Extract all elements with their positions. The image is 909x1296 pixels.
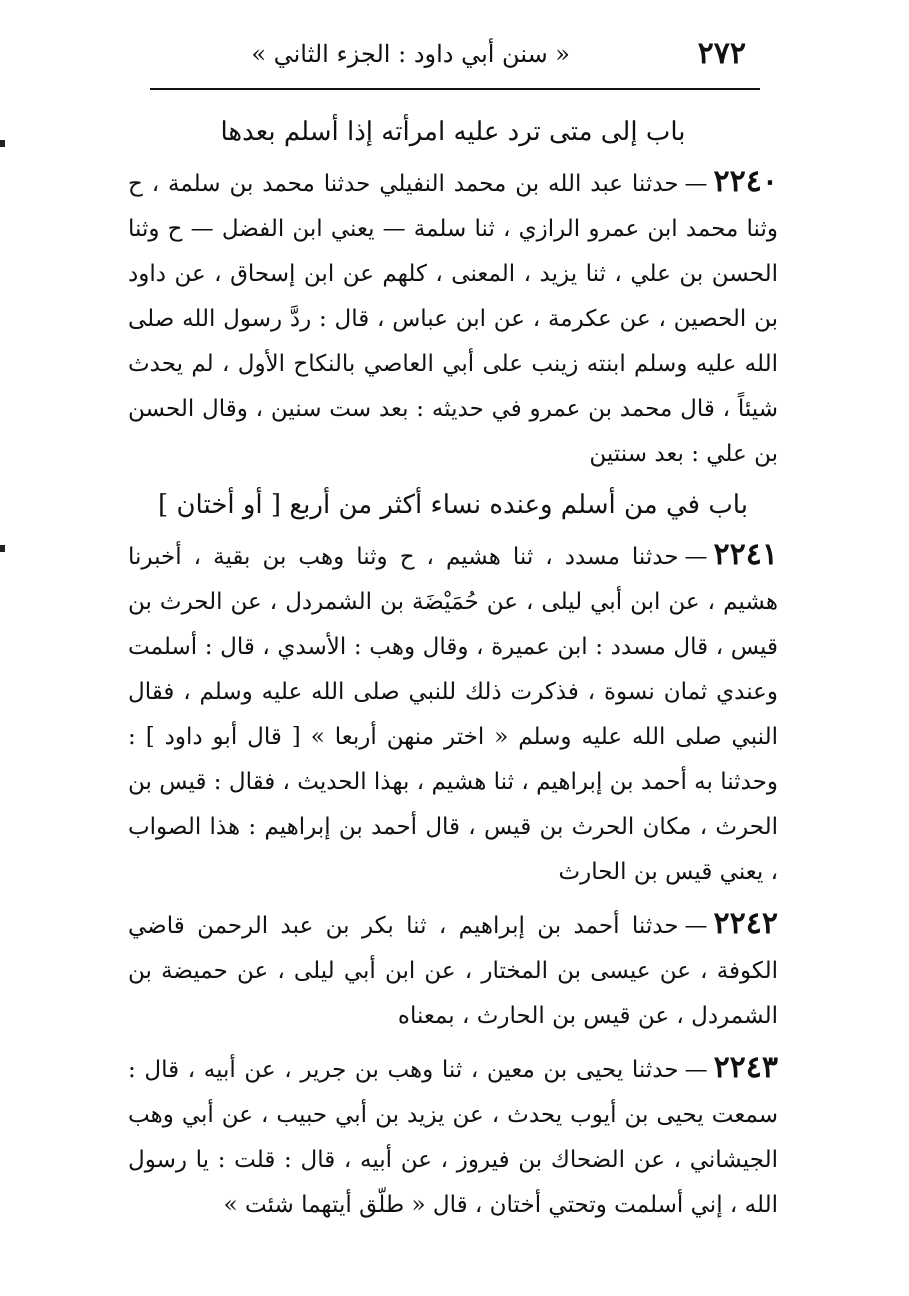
hadith-number: ٢٢٤٣ bbox=[713, 1050, 779, 1085]
margin-mark bbox=[0, 545, 5, 552]
hadith-number: ٢٢٤١ bbox=[713, 537, 778, 572]
page-header bbox=[150, 30, 750, 86]
running-title: « سنن أبي داود : الجزء الثاني » bbox=[251, 40, 570, 68]
hadith-text: حدثنا مسدد ، ثنا هشيم ، ح وثنا وهب بن بقية ، أخبرنا هشيم ، عن ابن أبي ليلى ، عن حُمَيْضَة بن الشمردل ، عن الحرث بن قيس ، قال مسدد : ابن عميرة ، وقال وهب : الأسدي ، قال : أسلمت وعندي ثمان نسوة ، فذكرت ذلك للنبي صلى الله عليه وسلم ، فقال النبي صلى الله عليه وسلم « اختر منهن أربعا » [ قال أبو داود ] : وحدثنا به أحمد بن إبراهيم ، ثنا هشيم ، بهذا الحديث ، فقال : قيس بن الحرث ، مكان الحرث بن قيس ، قال أحمد بن إبراهيم : هذا الصواب ، يعني قيس بن الحارث bbox=[128, 544, 778, 885]
hadith-paragraph bbox=[128, 901, 778, 1039]
page-number: ٢٧٢ bbox=[697, 36, 746, 71]
hadith-number: ٢٢٤٠ bbox=[713, 164, 778, 199]
chapter-heading: باب إلى متى ترد عليه امرأته إذا أسلم بعدها bbox=[220, 117, 686, 147]
dash-separator: — bbox=[684, 1057, 708, 1083]
hadith-paragraph bbox=[128, 159, 778, 477]
main-text bbox=[128, 104, 778, 1228]
dash-separator: — bbox=[684, 544, 708, 570]
chapter-heading: باب في من أسلم وعنده نساء أكثر من أربع [ أو أختان ] bbox=[158, 490, 748, 520]
hadith-text: حدثنا أحمد بن إبراهيم ، ثنا بكر بن عبد الرحمن قاضي الكوفة ، عن عيسى بن المختار ، عن ابن أبي ليلى ، عن حميضة بن الشمردل ، عن قيس بن الحارث ، بمعناه bbox=[128, 913, 778, 1029]
hadith-text: حدثنا عبد الله بن محمد النفيلي حدثنا محمد بن سلمة ، ح وثنا محمد ابن عمرو الرازي ، ثنا سلمة — يعني ابن الفضل — ح وثنا الحسن بن علي ، ثنا يزيد ، المعنى ، كلهم عن ابن إسحاق ، عن داود بن الحصين ، عن عكرمة ، عن ابن عباس ، قال : ردَّ رسول الله صلى الله عليه وسلم ابنته زينب على أبي العاصي بالنكاح الأول ، لم يحدث شيئاً ، قال محمد بن عمرو في حديثه : بعد ست سنين ، وقال الحسن بن علي : بعد سنتين bbox=[128, 171, 778, 467]
header-rule bbox=[150, 88, 760, 90]
margin-mark bbox=[0, 140, 5, 147]
dash-separator: — bbox=[684, 913, 708, 939]
hadith-paragraph bbox=[128, 1045, 778, 1228]
hadith-number: ٢٢٤٢ bbox=[713, 906, 778, 941]
hadith-paragraph bbox=[128, 532, 778, 895]
dash-separator: — bbox=[684, 171, 708, 197]
hadith-text: حدثنا يحيى بن معين ، ثنا وهب بن جرير ، عن أبيه ، قال : سمعت يحيى بن أيوب يحدث ، عن يزيد بن أبي حبيب ، عن أبي وهب الجيشاني ، عن الضحاك بن فيروز ، عن أبيه ، قال : قلت : يا رسول الله ، إني أسلمت وتحتي أختان ، قال « طلّق أيتهما شئت » bbox=[128, 1057, 778, 1218]
